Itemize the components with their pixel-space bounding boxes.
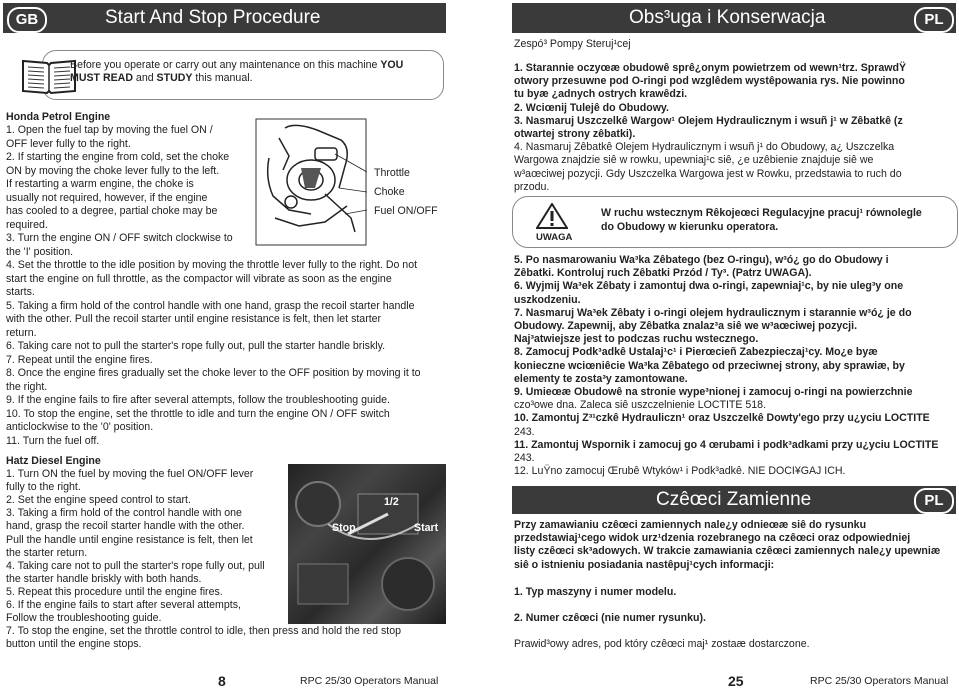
text-line: Naj³atwiejsze jest to podczas ruchu wstecznego. (514, 333, 759, 346)
text-line: 5. Taking a firm hold of the control handle with one hand, grasp the recoil starter handle (6, 299, 415, 312)
text-line: 7. Nasmaruj Wa³ek Zêbaty i o-ringi olejem hydraulicznym i starannie w³ó¿ je do (514, 306, 912, 319)
text-line: 5. Po nasmarowaniu Wa³ka Zêbatego (bez O-ringu), w³ó¿ go do Obudowy i (514, 254, 889, 266)
parts-badge-pl: PL (914, 488, 954, 514)
parts-address-line: Prawid³owy adres, pod który czêœci maj¹ zostaæ dostarczone. (514, 638, 810, 650)
text-line: 5. Repeat this procedure until the engine fires. (6, 585, 223, 598)
text-line: listy czêœci sk³adowych. W trakcie zamawiania czêœci zamiennych nale¿y upewniæ (514, 545, 941, 558)
text-line: return. (6, 326, 37, 339)
text-line: 1. Turn ON the fuel by moving the fuel ON/OFF lever (6, 468, 254, 480)
text-line: required. (6, 218, 48, 231)
text-line: uszkodzeniu. (514, 293, 581, 306)
text-line: with the other. Pull the recoil starter until engine resistance is felt, then let starter (6, 313, 382, 325)
hatz-heading: Hatz Diesel Engine (6, 455, 101, 467)
text-line: ON by moving the choke lever fully to the left. (6, 164, 220, 177)
right-subtitle: Zespó³ Pompy Steruj¹cej (514, 38, 631, 50)
left-page-number: 8 (218, 673, 226, 689)
text-line: 12. LuŸno zamocuj Œrubê Wtyków¹ i Podk³adkê. NIE DOCI¥GAJ ICH. (514, 465, 846, 478)
warning-line-2: do Obudowy w kierunku operatora. (601, 221, 779, 233)
text-line: 4. Set the throttle to the idle position by moving the throttle lever fully to the right. Do not (6, 259, 418, 271)
text-line: the starter return. (6, 546, 88, 559)
text-line: konieczne wciœniêcie Wa³ka Zêbatego od przeciwnej strony, aby sprawiæ, by (514, 359, 905, 372)
text-line: Wargowa znajdzie siê w rowku, upewniaj¹c siê, ¿e uzêbienie znajduje siê we (514, 154, 874, 167)
right-title-bar (512, 3, 956, 33)
text-line: the starter handle briskly with both hands. (6, 572, 202, 585)
text-line: 11. Turn the fuel off. (6, 434, 100, 447)
text-line: button until the engine stops. (6, 638, 142, 651)
text-line: 2. Wciœnij Tulejê do Obudowy. (514, 101, 669, 114)
stop-label: Stop (332, 522, 356, 534)
start-label: Start (414, 522, 439, 534)
text-line: 7. Repeat until the engine fires. (6, 353, 153, 366)
text-line: If restarting a warm engine, the choke is (6, 178, 194, 190)
text-line: 2. Set the engine speed control to start. (6, 494, 191, 507)
text-line: 7. To stop the engine, set the throttle control to idle, then press and hold the red stop (6, 625, 401, 638)
warning-triangle-icon (536, 203, 568, 229)
text-line: 10. To stop the engine, set the throttle to idle and turn the engine ON / OFF switch (6, 407, 390, 420)
fuel-on-off-label: Fuel ON/OFF (374, 205, 438, 217)
text-line: przodu. (514, 180, 550, 193)
text-line: the right. (6, 380, 48, 393)
text-line: 6. Wyjmij Wa³ek Zêbaty i zamontuj dwa o-ringi, zapewniaj¹c, by nie uleg³y one (514, 280, 904, 293)
text-line: start the engine on full throttle, as the compactor will vibrate as soon as the engine (6, 272, 392, 285)
text-line: otwartej strony zêbatki). (514, 128, 636, 140)
text-line: Przy zamawianiu czêœci zamiennych nale¿y odnieœæ siê do rysunku (514, 519, 867, 531)
text-line: elementy te zosta³y zamontowane. (514, 372, 688, 385)
text-line: 10. Zamontuj Z³¹czkê Hydrauliczn¹ oraz Uszczelkê Dowty'ego przy u¿yciu LOCTITE (514, 412, 930, 425)
text-line: Zêbatki. Kontroluj ruch Zêbatki Przód / Ty³. (Patrz UWAGA). (514, 267, 812, 280)
notice-line-2: MUST READ and STUDY this manual. (70, 72, 253, 84)
notice-line-1: Before you operate or carry out any maintenance on this machine YOU (70, 59, 404, 71)
text-line: 1. Starannie oczyœæ obudowê sprê¿onym powietrzem od wewn¹trz. SprawdŸ (514, 62, 907, 74)
parts-title-bar (512, 486, 956, 514)
text-line: hand, grasp the recoil starter handle with the other. (6, 520, 245, 533)
text-line: 9. Umieœæ Obudowê na stronie wype³nionej i zamocuj o-ringi na powierzchnie (514, 386, 913, 398)
text-line: Follow the troubleshooting guide. (6, 612, 162, 625)
text-line: 243. (514, 452, 535, 464)
uwaga-warning-box (512, 196, 958, 248)
text-line: otwory przesuwne pod O-ringi pod wzglêdem wystêpowania rys. Nie powinno (514, 75, 905, 88)
text-line: 1. Open the fuel tap by moving the fuel ON / (6, 124, 213, 136)
left-footer: RPC 25/30 Operators Manual (300, 675, 439, 687)
language-badge-pl: PL (914, 7, 954, 33)
text-line: tu byæ ¿adnych ostrych krawêdzi. (514, 88, 688, 101)
text-line: w³aœciwej pozycji. Gdy Uszczelka Wargowa jest w Rowku, przedstawia to ruch do (514, 167, 902, 180)
text-line: 8. Zamocuj Podk³adkê Ustalaj¹c¹ i Pierœcieñ Zabezpieczaj¹cy. Mo¿e byæ (514, 346, 878, 359)
text-line: 4. Taking care not to pull the starter's rope fully out, pull (6, 559, 265, 572)
throttle-label: Throttle (374, 167, 410, 179)
honda-heading: Honda Petrol Engine (6, 111, 111, 123)
text-line: 2. If starting the engine from cold, set the choke (6, 151, 230, 163)
text-line: 243. (514, 425, 535, 438)
text-line: 3. Turn the engine ON / OFF switch clockwise to (6, 232, 233, 244)
text-line: 9. If the engine fails to fire after several attempts, follow the troubleshooting guide. (6, 394, 390, 406)
right-page-title: Obs³uga i Konserwacja (629, 7, 826, 28)
text-line: 4. Nasmaruj Zêbatkê Olejem Hydraulicznym i wsuñ j¹ do Obudowy, a¿ Uszczelka (514, 141, 895, 154)
read-manual-notice (42, 50, 444, 100)
text-line: siê o istnieniu posiadania nastêpuj¹cych informacji: (514, 558, 775, 571)
half-speed-label: 1/2 (384, 496, 399, 508)
left-page-title: Start And Stop Procedure (105, 7, 321, 28)
parts-item-1: 1. Typ maszyny i numer modelu. (514, 586, 677, 598)
text-line: anticlockwise to the '0' position. (6, 421, 154, 433)
language-badge-gb: GB (7, 7, 47, 33)
engine-control-diagram (255, 118, 367, 246)
diesel-engine-photo (288, 464, 446, 624)
text-line: has cooled to a degree, partial choke may be (6, 205, 218, 217)
text-line: OFF lever fully to the right. (6, 137, 131, 150)
text-line: przedstawiaj¹cego widok urz¹dzenia rozebranego na czêœci oraz odpowiedniej (514, 532, 911, 545)
text-line: fully to the right. (6, 481, 81, 494)
parts-item-2: 2. Numer czêœci (nie numer rysunku). (514, 612, 706, 624)
parts-title: Czêœci Zamienne (656, 489, 812, 510)
text-line: starts. (6, 286, 35, 298)
text-line: czo³owe dna. Zaleca siê uszczelnienie LOCTITE 518. (514, 399, 767, 412)
text-line: usually not required, however, if the engine (6, 191, 208, 204)
text-line: 8. Once the engine fires gradually set the choke lever to the OFF position by moving it to (6, 367, 421, 379)
text-line: 3. Nasmaruj Uszczelkê Wargow¹ Olejem Hydraulicznym i wsuñ j¹ w Zêbatkê (z (514, 114, 903, 127)
text-line: 3. Taking a firm hold of the control handle with one (6, 507, 242, 520)
open-book-icon (21, 55, 77, 95)
right-footer: RPC 25/30 Operators Manual (810, 675, 949, 687)
text-line: 6. Taking care not to pull the starter's rope fully out, pull the starter handle briskly. (6, 340, 386, 352)
text-line: Obudowy. Zapewnij, aby Zêbatka znalaz³a siê we w³aœciwej pozycji. (514, 320, 858, 332)
text-line: 11. Zamontuj Wspornik i zamocuj go 4 œrubami i podk³adkami przy u¿yciu LOCTITE (514, 438, 939, 451)
text-line: 6. If the engine fails to start after several attempts, (6, 599, 241, 611)
text-line: Pull the handle until engine resistance is felt, then let (6, 533, 253, 546)
warning-line-1: W ruchu wstecznym Rêkojeœci Regulacyjne pracuj¹ równolegle (601, 207, 922, 219)
uwaga-label: UWAGA (536, 232, 573, 243)
left-title-bar (3, 3, 446, 33)
text-line: the 'I' position. (6, 245, 74, 258)
choke-label: Choke (374, 186, 405, 198)
right-page-number: 25 (728, 673, 744, 689)
